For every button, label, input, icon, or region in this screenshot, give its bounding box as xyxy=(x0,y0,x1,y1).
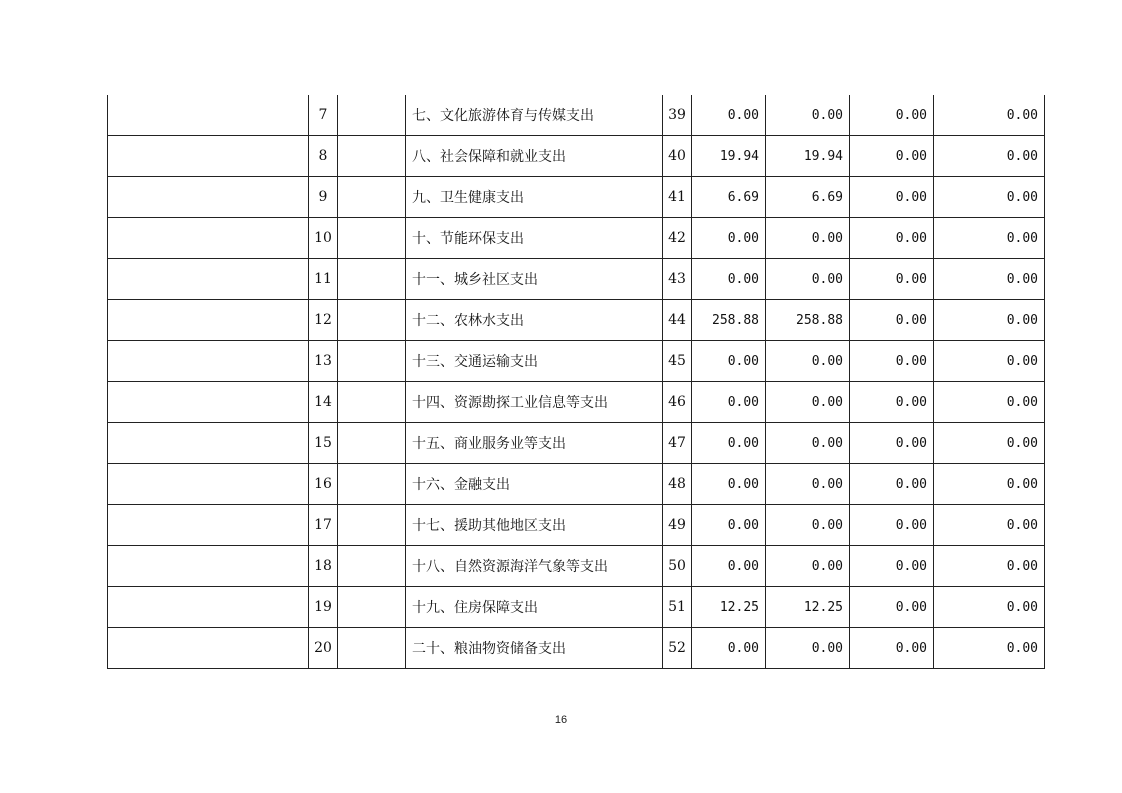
table-row xyxy=(108,136,1045,177)
expense-line-cell: 41 xyxy=(663,177,692,218)
income-amount-cell xyxy=(338,382,406,423)
income-amount-cell xyxy=(338,259,406,300)
total-amount-cell: 0.00 xyxy=(692,259,766,300)
fund-budget-cell: 0.00 xyxy=(850,464,934,505)
income-seq-cell: 7 xyxy=(309,95,338,136)
expense-item-cell: 九、卫生健康支出 xyxy=(406,177,663,218)
fund-budget-cell: 0.00 xyxy=(850,546,934,587)
total-amount-cell: 0.00 xyxy=(692,341,766,382)
table-row xyxy=(108,546,1045,587)
general-budget-cell: 0.00 xyxy=(766,423,850,464)
income-amount-cell xyxy=(338,423,406,464)
expense-item-cell: 十、节能环保支出 xyxy=(406,218,663,259)
fund-budget-cell: 0.00 xyxy=(850,177,934,218)
expense-line-cell: 40 xyxy=(663,136,692,177)
fund-budget-cell: 0.00 xyxy=(850,300,934,341)
total-amount-cell: 19.94 xyxy=(692,136,766,177)
general-budget-cell: 0.00 xyxy=(766,218,850,259)
expense-item-cell: 十六、金融支出 xyxy=(406,464,663,505)
state-capital-budget-cell: 0.00 xyxy=(934,218,1045,259)
total-amount-cell: 0.00 xyxy=(692,382,766,423)
table-row xyxy=(108,259,1045,300)
state-capital-budget-cell: 0.00 xyxy=(934,177,1045,218)
total-amount-cell: 0.00 xyxy=(692,505,766,546)
total-amount-cell: 0.00 xyxy=(692,628,766,669)
state-capital-budget-cell: 0.00 xyxy=(934,136,1045,177)
state-capital-budget-cell: 0.00 xyxy=(934,300,1045,341)
income-item-cell xyxy=(108,505,309,546)
expense-line-cell: 44 xyxy=(663,300,692,341)
income-seq-cell: 17 xyxy=(309,505,338,546)
state-capital-budget-cell: 0.00 xyxy=(934,587,1045,628)
general-budget-cell: 0.00 xyxy=(766,259,850,300)
general-budget-cell: 0.00 xyxy=(766,95,850,136)
income-seq-cell: 9 xyxy=(309,177,338,218)
income-item-cell xyxy=(108,464,309,505)
expense-line-cell: 52 xyxy=(663,628,692,669)
expense-line-cell: 47 xyxy=(663,423,692,464)
total-amount-cell: 0.00 xyxy=(692,218,766,259)
budget-table-body xyxy=(108,95,1045,669)
income-seq-cell: 19 xyxy=(309,587,338,628)
general-budget-cell: 0.00 xyxy=(766,628,850,669)
state-capital-budget-cell: 0.00 xyxy=(934,423,1045,464)
table-row xyxy=(108,177,1045,218)
expense-line-cell: 48 xyxy=(663,464,692,505)
income-amount-cell xyxy=(338,218,406,259)
table-row xyxy=(108,382,1045,423)
total-amount-cell: 12.25 xyxy=(692,587,766,628)
fund-budget-cell: 0.00 xyxy=(850,136,934,177)
expense-item-cell: 十八、自然资源海洋气象等支出 xyxy=(406,546,663,587)
expense-item-cell: 十二、农林水支出 xyxy=(406,300,663,341)
expense-line-cell: 39 xyxy=(663,95,692,136)
income-seq-cell: 14 xyxy=(309,382,338,423)
income-seq-cell: 13 xyxy=(309,341,338,382)
state-capital-budget-cell: 0.00 xyxy=(934,341,1045,382)
expense-line-cell: 46 xyxy=(663,382,692,423)
general-budget-cell: 0.00 xyxy=(766,464,850,505)
fund-budget-cell: 0.00 xyxy=(850,505,934,546)
budget-table-container xyxy=(107,95,1045,669)
state-capital-budget-cell: 0.00 xyxy=(934,628,1045,669)
state-capital-budget-cell: 0.00 xyxy=(934,546,1045,587)
income-item-cell xyxy=(108,628,309,669)
expense-line-cell: 51 xyxy=(663,587,692,628)
income-item-cell xyxy=(108,546,309,587)
state-capital-budget-cell: 0.00 xyxy=(934,505,1045,546)
general-budget-cell: 258.88 xyxy=(766,300,850,341)
state-capital-budget-cell: 0.00 xyxy=(934,464,1045,505)
income-item-cell xyxy=(108,423,309,464)
state-capital-budget-cell: 0.00 xyxy=(934,95,1045,136)
state-capital-budget-cell: 0.00 xyxy=(934,259,1045,300)
general-budget-cell: 0.00 xyxy=(766,546,850,587)
expense-line-cell: 50 xyxy=(663,546,692,587)
income-item-cell xyxy=(108,587,309,628)
income-seq-cell: 20 xyxy=(309,628,338,669)
total-amount-cell: 0.00 xyxy=(692,423,766,464)
income-item-cell xyxy=(108,259,309,300)
general-budget-cell: 12.25 xyxy=(766,587,850,628)
table-row xyxy=(108,587,1045,628)
fund-budget-cell: 0.00 xyxy=(850,341,934,382)
income-seq-cell: 11 xyxy=(309,259,338,300)
table-row xyxy=(108,218,1045,259)
income-item-cell xyxy=(108,136,309,177)
general-budget-cell: 19.94 xyxy=(766,136,850,177)
income-item-cell xyxy=(108,300,309,341)
income-amount-cell xyxy=(338,341,406,382)
income-amount-cell xyxy=(338,95,406,136)
general-budget-cell: 0.00 xyxy=(766,382,850,423)
expense-item-cell: 二十、粮油物资储备支出 xyxy=(406,628,663,669)
table-row xyxy=(108,341,1045,382)
income-amount-cell xyxy=(338,546,406,587)
income-seq-cell: 15 xyxy=(309,423,338,464)
table-row xyxy=(108,423,1045,464)
income-seq-cell: 12 xyxy=(309,300,338,341)
fund-budget-cell: 0.00 xyxy=(850,587,934,628)
general-budget-cell: 0.00 xyxy=(766,341,850,382)
total-amount-cell: 0.00 xyxy=(692,464,766,505)
expense-item-cell: 十七、援助其他地区支出 xyxy=(406,505,663,546)
expense-line-cell: 45 xyxy=(663,341,692,382)
total-amount-cell: 258.88 xyxy=(692,300,766,341)
general-budget-cell: 6.69 xyxy=(766,177,850,218)
expense-item-cell: 十一、城乡社区支出 xyxy=(406,259,663,300)
income-amount-cell xyxy=(338,505,406,546)
fund-budget-cell: 0.00 xyxy=(850,382,934,423)
expense-item-cell: 十四、资源勘探工业信息等支出 xyxy=(406,382,663,423)
income-seq-cell: 18 xyxy=(309,546,338,587)
income-item-cell xyxy=(108,382,309,423)
total-amount-cell: 0.00 xyxy=(692,546,766,587)
expense-item-cell: 七、文化旅游体育与传媒支出 xyxy=(406,95,663,136)
income-item-cell xyxy=(108,341,309,382)
table-row xyxy=(108,628,1045,669)
income-amount-cell xyxy=(338,628,406,669)
budget-table xyxy=(107,95,1045,669)
income-amount-cell xyxy=(338,587,406,628)
fund-budget-cell: 0.00 xyxy=(850,259,934,300)
fund-budget-cell: 0.00 xyxy=(850,95,934,136)
income-seq-cell: 16 xyxy=(309,464,338,505)
fund-budget-cell: 0.00 xyxy=(850,628,934,669)
expense-line-cell: 42 xyxy=(663,218,692,259)
page-number: 16 xyxy=(554,714,568,726)
expense-item-cell: 十五、商业服务业等支出 xyxy=(406,423,663,464)
fund-budget-cell: 0.00 xyxy=(850,218,934,259)
income-seq-cell: 10 xyxy=(309,218,338,259)
table-row xyxy=(108,464,1045,505)
fund-budget-cell: 0.00 xyxy=(850,423,934,464)
income-amount-cell xyxy=(338,464,406,505)
total-amount-cell: 6.69 xyxy=(692,177,766,218)
income-amount-cell xyxy=(338,136,406,177)
income-item-cell xyxy=(108,177,309,218)
expense-item-cell: 八、社会保障和就业支出 xyxy=(406,136,663,177)
income-seq-cell: 8 xyxy=(309,136,338,177)
income-item-cell xyxy=(108,218,309,259)
state-capital-budget-cell: 0.00 xyxy=(934,382,1045,423)
expense-item-cell: 十三、交通运输支出 xyxy=(406,341,663,382)
general-budget-cell: 0.00 xyxy=(766,505,850,546)
table-row xyxy=(108,95,1045,136)
table-row xyxy=(108,300,1045,341)
expense-item-cell: 十九、住房保障支出 xyxy=(406,587,663,628)
expense-line-cell: 49 xyxy=(663,505,692,546)
table-row xyxy=(108,505,1045,546)
total-amount-cell: 0.00 xyxy=(692,95,766,136)
income-amount-cell xyxy=(338,300,406,341)
income-amount-cell xyxy=(338,177,406,218)
income-item-cell xyxy=(108,95,309,136)
expense-line-cell: 43 xyxy=(663,259,692,300)
